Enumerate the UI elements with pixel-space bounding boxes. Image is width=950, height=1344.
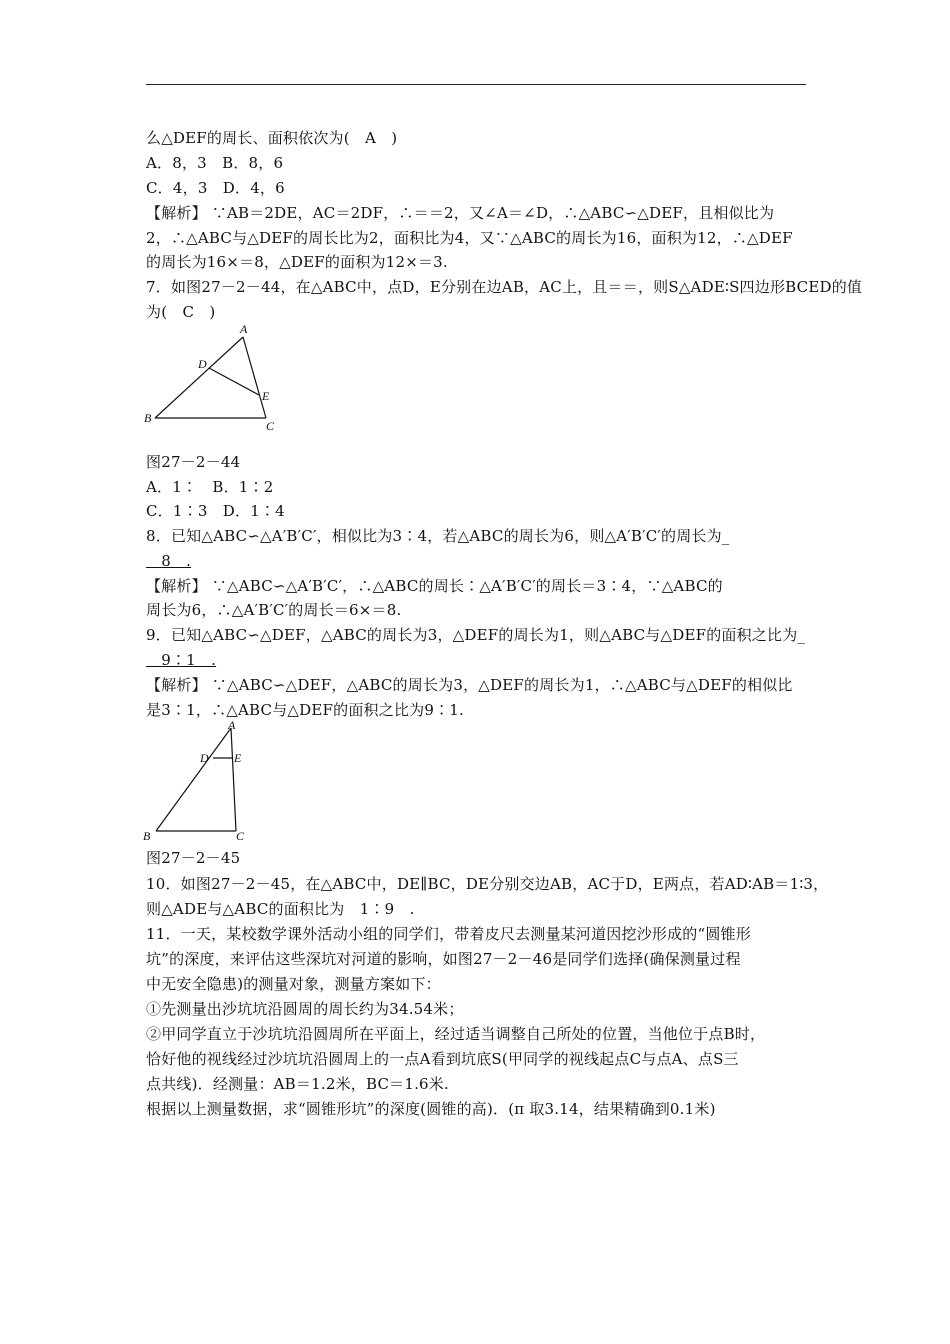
analysis-line: 的周长为16×＝8，△DEF的面积为12×＝3.: [146, 253, 448, 271]
label-E: E: [262, 389, 270, 403]
question-line: 为( C ): [146, 303, 216, 321]
question-line: 11．一天，某校数学课外活动小组的同学们，带着皮尺去测量某河道因挖沙形成的“圆锥形: [146, 925, 751, 943]
figure-27-2-44: [140, 318, 290, 438]
question-line: 恰好他的视线经过沙坑坑沿圆周上的一点A看到坑底S(甲同学的视线起点C与点A、点S三: [146, 1050, 739, 1068]
header-rule: [146, 84, 806, 85]
option-line: C．1∶3 D．1∶4: [146, 502, 285, 520]
option-line: A．1∶ B．1∶2: [146, 478, 274, 496]
label-B: B: [144, 411, 152, 425]
label-B: B: [143, 829, 151, 843]
label-C: C: [266, 419, 275, 433]
label-A: A: [228, 718, 236, 732]
label-D: D: [200, 751, 209, 765]
figure-caption: 图27－2－44: [146, 453, 241, 471]
label-C: C: [236, 829, 245, 843]
analysis-line: 是3∶1，∴△ABC与△DEF的面积之比为9∶1.: [146, 701, 465, 719]
text-line: 么△DEF的周长、面积依次为( A ): [146, 129, 398, 147]
answer-line: 8 .: [146, 552, 192, 570]
question-line: 则△ADE与△ABC的面积比为 1∶9 .: [146, 900, 415, 918]
question-line: ①先测量出沙坑坑沿圆周的周长约为34.54米；: [146, 1000, 464, 1018]
label-D: D: [198, 357, 207, 371]
question-line: 10．如图27－2－45，在△ABC中，DE∥BC，DE分别交边AB，AC于D，E两点，若AD∶AB＝1∶3，: [146, 875, 829, 893]
analysis-line: 周长为6，∴△A′B′C′的周长＝6×＝8.: [146, 601, 402, 619]
question-line: 中无安全隐患)的测量对象，测量方案如下：: [146, 975, 441, 993]
analysis-line: 2，∴△ABC与△DEF的周长比为2，面积比为4，又∵△ABC的周长为16，面积为12，∴△DEF: [146, 229, 793, 247]
analysis-line: 【解析】 ∵△ABC∽△A′B′C′，∴△ABC的周长∶△A′B′C′的周长＝3∶4，∵△ABC的: [146, 577, 723, 595]
analysis-line: 【解析】 ∵△ABC∽△DEF，△ABC的周长为3，△DEF的周长为1，∴△ABC与△DEF的相似比: [146, 676, 793, 694]
question-line: 7．如图27－2－44，在△ABC中，点D，E分别在边AB，AC上，且＝＝，则S△ADE∶S四边形BCED的值: [146, 278, 863, 296]
option-line: A．8，3 B．8，6: [146, 154, 284, 172]
answer-line: 9∶1 .: [146, 651, 217, 669]
question-line: 点共线)．经测量：AB＝1.2米，BC＝1.6米.: [146, 1075, 449, 1093]
figure-27-2-45: [138, 718, 258, 846]
question-line: 坑”的深度，来评估这些深坑对河道的影响，如图27－2－46是同学们选择(确保测量过程: [146, 950, 741, 968]
question-line: 8．已知△ABC∽△A′B′C′，相似比为3∶4，若△ABC的周长为6，则△A′B′C′的周长为_: [146, 527, 730, 545]
question-line: ②甲同学直立于沙坑坑沿圆周所在平面上，经过适当调整自己所处的位置，当他位于点B时，: [146, 1025, 766, 1043]
analysis-line: 【解析】 ∵AB＝2DE，AC＝2DF，∴＝＝2，又∠A＝∠D，∴△ABC∽△DEF，且相似比为: [146, 204, 775, 222]
option-line: C．4，3 D．4，6: [146, 179, 285, 197]
label-E: E: [234, 751, 242, 765]
question-line: 9．已知△ABC∽△DEF，△ABC的周长为3，△DEF的周长为1，则△ABC与△DEF的面积之比为_: [146, 626, 806, 644]
figure-caption: 图27－2－45: [146, 849, 241, 867]
label-A: A: [240, 322, 248, 336]
question-line: 根据以上测量数据，求“圆锥形坑”的深度(圆锥的高)．(π 取3.14，结果精确到0.1米): [146, 1100, 716, 1118]
